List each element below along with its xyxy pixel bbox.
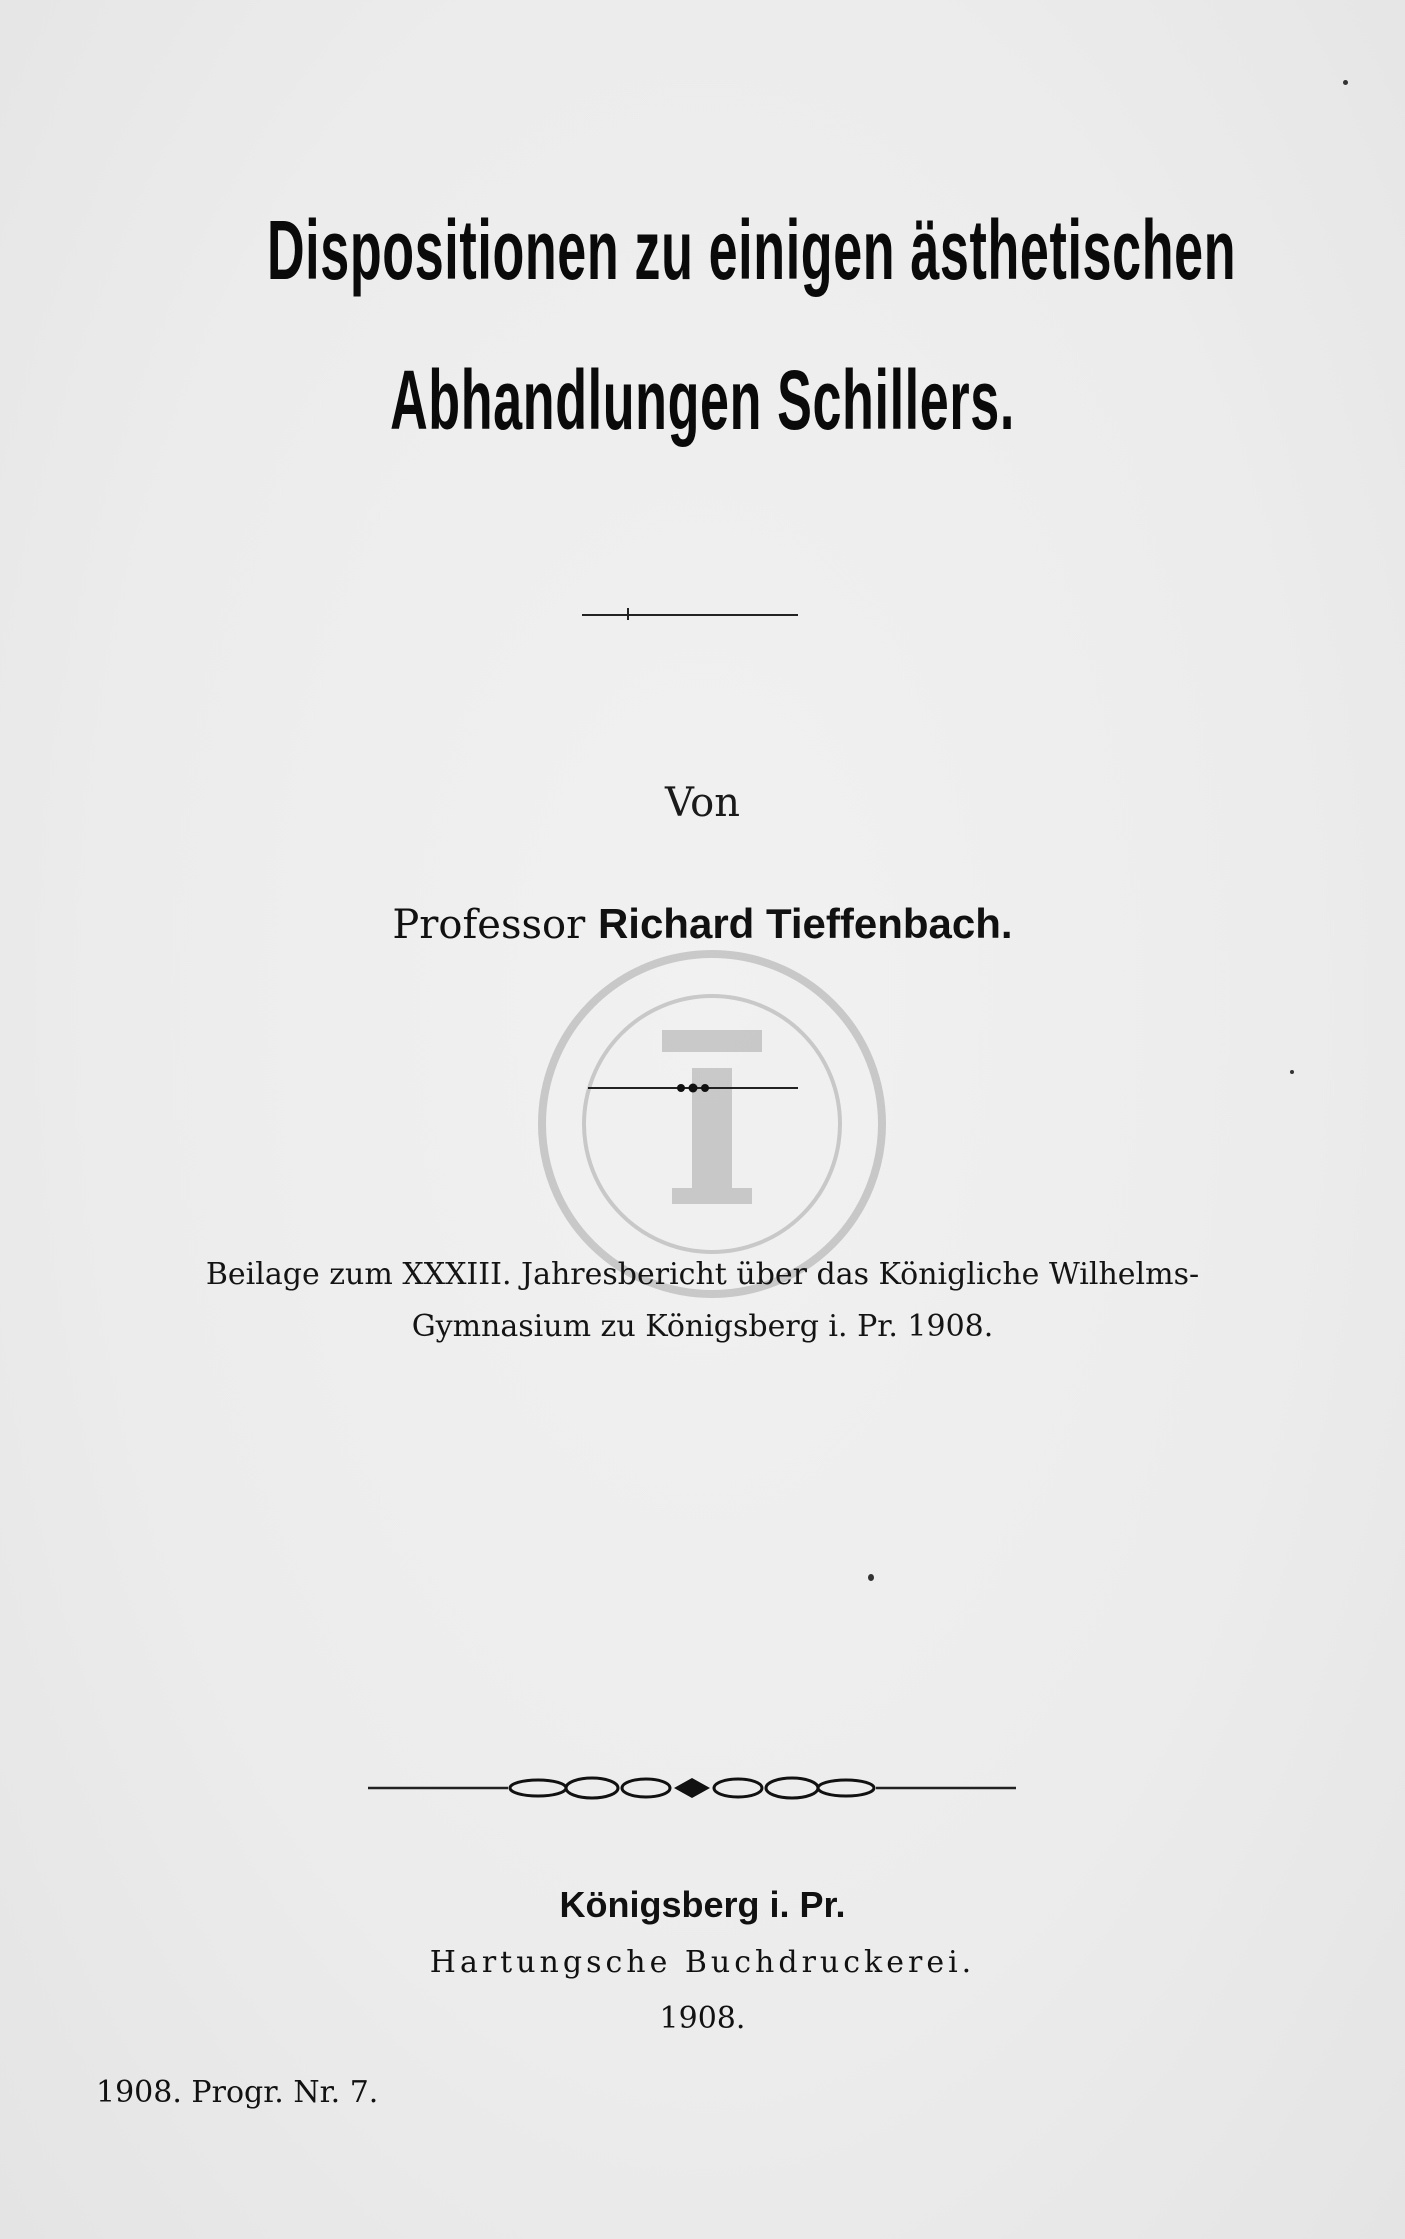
supplement-line-1: Beilage zum XXXIII. Jahresbericht über das Königliche Wilhelms- (205, 1257, 1200, 1292)
supplement-line-2: Gymnasium zu Königsberg i. Pr. 1908. (411, 1309, 994, 1344)
divider-rule-mark (627, 608, 629, 620)
author-name: Richard Tieffenbach. (597, 900, 1013, 947)
author-line (0, 896, 1405, 953)
bottom-ornament (368, 1768, 1016, 1808)
paper-speck (1290, 1070, 1294, 1074)
publication-year: 1908. (659, 2001, 746, 2036)
printer-name: Hartungsche Buchdruckerei. (429, 1945, 976, 1980)
title-line-1: Dispositionen zu einigen ästhetischen (266, 203, 1237, 297)
title-line-2: Abhandlungen Schillers. (390, 353, 1015, 447)
author-title: Professor (392, 902, 586, 948)
paper-speck (1343, 80, 1348, 85)
publication-city: Königsberg i. Pr. (559, 1884, 846, 1925)
program-number: 1908. Progr. Nr. 7. (96, 2075, 379, 2110)
paper-speck (868, 1574, 874, 1581)
divider-rule (582, 614, 798, 616)
middle-ornament (588, 1076, 798, 1100)
by-line: Von (664, 780, 741, 826)
